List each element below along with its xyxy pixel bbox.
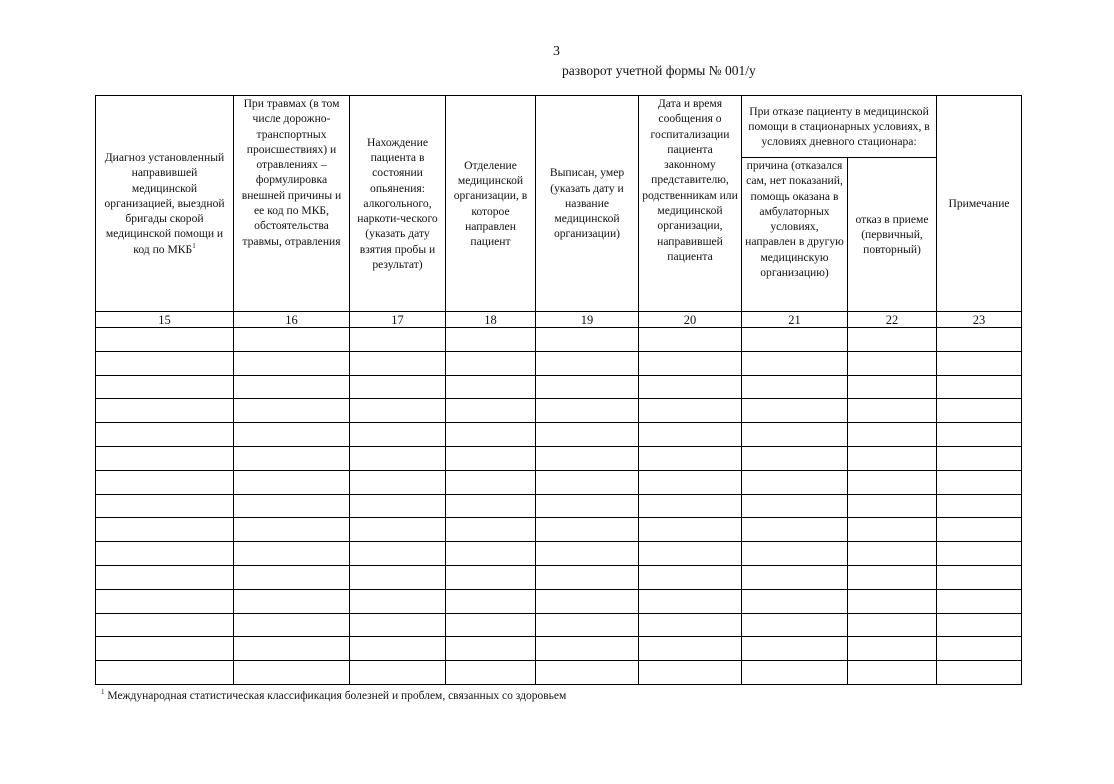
table-cell[interactable] — [446, 637, 536, 661]
table-cell[interactable] — [536, 351, 639, 375]
table-cell[interactable] — [536, 470, 639, 494]
table-cell[interactable] — [937, 613, 1022, 637]
column-numbers-row — [96, 312, 1022, 328]
column-number: 22 — [848, 312, 937, 328]
table-cell[interactable] — [937, 637, 1022, 661]
table-cell[interactable] — [937, 328, 1022, 352]
table-cell[interactable] — [446, 542, 536, 566]
table-cell[interactable] — [742, 494, 848, 518]
column-number: 17 — [350, 312, 446, 328]
table-cell[interactable] — [639, 565, 742, 589]
table-cell[interactable] — [96, 613, 234, 637]
table-cell[interactable] — [350, 375, 446, 399]
table-cell[interactable] — [234, 423, 350, 447]
table-cell[interactable] — [234, 637, 350, 661]
table-cell[interactable] — [848, 470, 937, 494]
table-cell[interactable] — [350, 423, 446, 447]
header-intoxication: Нахождение пациента в состоянии опьянения: алкогольного, наркоти-ческого (указать дату взятия пробы и результат) — [350, 96, 446, 312]
table-cell[interactable] — [742, 423, 848, 447]
table-cell[interactable] — [234, 375, 350, 399]
table-cell[interactable] — [350, 328, 446, 352]
table-cell[interactable] — [350, 470, 446, 494]
table-cell[interactable] — [742, 589, 848, 613]
table-cell[interactable] — [639, 351, 742, 375]
table-cell[interactable] — [742, 637, 848, 661]
table-cell[interactable] — [937, 589, 1022, 613]
table-cell[interactable] — [446, 351, 536, 375]
blank-rows — [96, 328, 1022, 685]
header-refusal-group: При отказе пациенту в медицинской помощи в стационарных условиях, в условиях дневного стационара: — [742, 96, 937, 158]
table-cell[interactable] — [96, 351, 234, 375]
table-cell[interactable] — [96, 518, 234, 542]
table-cell[interactable] — [234, 661, 350, 685]
table-cell[interactable] — [639, 661, 742, 685]
table-cell[interactable] — [446, 613, 536, 637]
footnote-marker: 1 — [101, 688, 105, 697]
table-cell[interactable] — [536, 423, 639, 447]
table-cell[interactable] — [639, 589, 742, 613]
table-cell[interactable] — [234, 470, 350, 494]
table-row — [96, 542, 1022, 566]
table-cell[interactable] — [96, 399, 234, 423]
column-number: 16 — [234, 312, 350, 328]
table-cell[interactable] — [937, 518, 1022, 542]
table-cell[interactable] — [742, 446, 848, 470]
table-cell[interactable] — [639, 542, 742, 566]
table-cell[interactable] — [848, 589, 937, 613]
table-cell[interactable] — [848, 565, 937, 589]
table-cell[interactable] — [350, 542, 446, 566]
table-cell[interactable] — [536, 661, 639, 685]
table-row — [96, 565, 1022, 589]
header-diagnosis: Диагноз установленный направившей медицинской организацией, выездной бригады скорой медицинской помощи и код по МКБ$^1$ — [96, 96, 234, 312]
table-cell[interactable] — [536, 518, 639, 542]
footnote — [101, 690, 566, 702]
table-cell[interactable] — [639, 494, 742, 518]
table-cell[interactable] — [234, 589, 350, 613]
table-cell[interactable] — [848, 423, 937, 447]
table-cell[interactable] — [848, 375, 937, 399]
table-cell[interactable] — [937, 351, 1022, 375]
table-cell[interactable] — [937, 542, 1022, 566]
table-row — [96, 328, 1022, 352]
table-cell[interactable] — [234, 399, 350, 423]
table-cell[interactable] — [742, 399, 848, 423]
header-refusal-reception: отказ в приеме (первичный, повторный) — [848, 158, 937, 312]
table-cell[interactable] — [536, 328, 639, 352]
header-notification-date: Дата и время сообщения о госпитализации пациента законному представителю, родственникам или медицинской организации, направившей пациента — [639, 96, 742, 312]
table-row — [96, 613, 1022, 637]
table-cell[interactable] — [446, 518, 536, 542]
table-row — [96, 494, 1022, 518]
table-row — [96, 399, 1022, 423]
table-cell[interactable] — [350, 399, 446, 423]
table-cell[interactable] — [446, 565, 536, 589]
footnote-text: Международная статистическая классификация болезней и проблем, связанных со здоровьем — [104, 690, 567, 702]
table-cell[interactable] — [937, 446, 1022, 470]
table-cell[interactable] — [937, 470, 1022, 494]
table-cell[interactable] — [536, 637, 639, 661]
table-row — [96, 470, 1022, 494]
table-row — [96, 637, 1022, 661]
table-cell[interactable] — [848, 637, 937, 661]
page-number: 3 — [553, 44, 560, 59]
table-cell[interactable] — [536, 399, 639, 423]
table-cell[interactable] — [350, 446, 446, 470]
table-cell[interactable] — [350, 661, 446, 685]
table-cell[interactable] — [742, 518, 848, 542]
table-cell[interactable] — [639, 399, 742, 423]
table-cell[interactable] — [96, 423, 234, 447]
form-subtitle: разворот учетной формы № 001/у — [562, 63, 756, 78]
table-cell[interactable] — [742, 351, 848, 375]
table-cell[interactable] — [234, 518, 350, 542]
column-number: 21 — [742, 312, 848, 328]
table-cell[interactable] — [639, 613, 742, 637]
table-cell[interactable] — [234, 542, 350, 566]
table-cell[interactable] — [234, 328, 350, 352]
table-cell[interactable] — [96, 328, 234, 352]
table-cell[interactable] — [742, 328, 848, 352]
table-cell[interactable] — [96, 375, 234, 399]
table-cell[interactable] — [446, 470, 536, 494]
table-cell[interactable] — [742, 542, 848, 566]
table-cell[interactable] — [350, 518, 446, 542]
header-notes: Примечание — [937, 96, 1022, 312]
table-cell[interactable] — [446, 661, 536, 685]
header-injuries: При травмах (в том числе дорожно-транспортных происшествиях) и отравлениях – формулировка внешней причины и ее код по МКБ, обстоятельства травмы, отравления — [234, 96, 350, 312]
table-cell[interactable] — [639, 423, 742, 447]
table-cell[interactable] — [536, 542, 639, 566]
table-cell[interactable] — [742, 613, 848, 637]
column-number: 23 — [937, 312, 1022, 328]
table-cell[interactable] — [848, 613, 937, 637]
table-cell[interactable] — [350, 494, 446, 518]
table-cell[interactable] — [96, 661, 234, 685]
table-cell[interactable] — [350, 565, 446, 589]
table-cell[interactable] — [234, 613, 350, 637]
table-cell[interactable] — [96, 637, 234, 661]
column-number: 19 — [536, 312, 639, 328]
table-row — [96, 518, 1022, 542]
table-cell[interactable] — [937, 399, 1022, 423]
table-cell[interactable] — [937, 661, 1022, 685]
table-cell[interactable] — [937, 423, 1022, 447]
table-cell[interactable] — [536, 565, 639, 589]
table-cell[interactable] — [937, 565, 1022, 589]
table-cell[interactable] — [234, 446, 350, 470]
table-cell[interactable] — [96, 446, 234, 470]
table-cell[interactable] — [848, 494, 937, 518]
column-number: 15 — [96, 312, 234, 328]
table-cell[interactable] — [446, 494, 536, 518]
table-cell[interactable] — [848, 446, 937, 470]
table-cell[interactable] — [96, 494, 234, 518]
table-cell[interactable] — [234, 565, 350, 589]
table-cell[interactable] — [742, 661, 848, 685]
table-cell[interactable] — [446, 328, 536, 352]
table-cell[interactable] — [742, 565, 848, 589]
table-cell[interactable] — [848, 518, 937, 542]
table-cell[interactable] — [446, 399, 536, 423]
header-discharged: Выписан, умер (указать дату и название медицинской организации) — [536, 96, 639, 312]
table-cell[interactable] — [848, 399, 937, 423]
table-cell[interactable] — [350, 637, 446, 661]
table-cell[interactable] — [536, 589, 639, 613]
table-cell[interactable] — [536, 613, 639, 637]
table-cell[interactable] — [234, 351, 350, 375]
header-refusal-reason: причина (отказался сам, нет показаний, помощь оказана в амбулаторных условиях, направлен в другую медицинскую организацию) — [742, 158, 848, 312]
table-cell[interactable] — [536, 375, 639, 399]
table-cell[interactable] — [446, 446, 536, 470]
table-cell[interactable] — [234, 494, 350, 518]
table-cell[interactable] — [446, 589, 536, 613]
table-row — [96, 375, 1022, 399]
column-number: 20 — [639, 312, 742, 328]
table-cell[interactable] — [96, 470, 234, 494]
table-cell[interactable] — [96, 565, 234, 589]
table-row — [96, 589, 1022, 613]
column-number: 18 — [446, 312, 536, 328]
table-cell[interactable] — [350, 589, 446, 613]
table-row — [96, 661, 1022, 685]
header-department: Отделение медицинской организации, в которое направлен пациент — [446, 96, 536, 312]
table-cell[interactable] — [937, 494, 1022, 518]
table-cell[interactable] — [536, 494, 639, 518]
table-cell[interactable] — [446, 423, 536, 447]
table-cell[interactable] — [639, 637, 742, 661]
table-cell[interactable] — [639, 328, 742, 352]
table-cell[interactable] — [639, 375, 742, 399]
table-cell[interactable] — [742, 375, 848, 399]
table-cell[interactable] — [742, 470, 848, 494]
table-cell[interactable] — [848, 328, 937, 352]
table-cell[interactable] — [96, 589, 234, 613]
table-cell[interactable] — [639, 518, 742, 542]
accounting-form-table — [95, 95, 1022, 685]
table-cell[interactable] — [848, 542, 937, 566]
table-cell[interactable] — [848, 661, 937, 685]
table-cell[interactable] — [350, 613, 446, 637]
table-cell[interactable] — [639, 446, 742, 470]
table-cell[interactable] — [848, 351, 937, 375]
table-row — [96, 446, 1022, 470]
table-cell[interactable] — [350, 351, 446, 375]
table-cell[interactable] — [446, 375, 536, 399]
table-cell[interactable] — [536, 446, 639, 470]
table-cell[interactable] — [937, 375, 1022, 399]
table-row — [96, 351, 1022, 375]
table-row — [96, 423, 1022, 447]
table-cell[interactable] — [639, 470, 742, 494]
table-cell[interactable] — [96, 542, 234, 566]
